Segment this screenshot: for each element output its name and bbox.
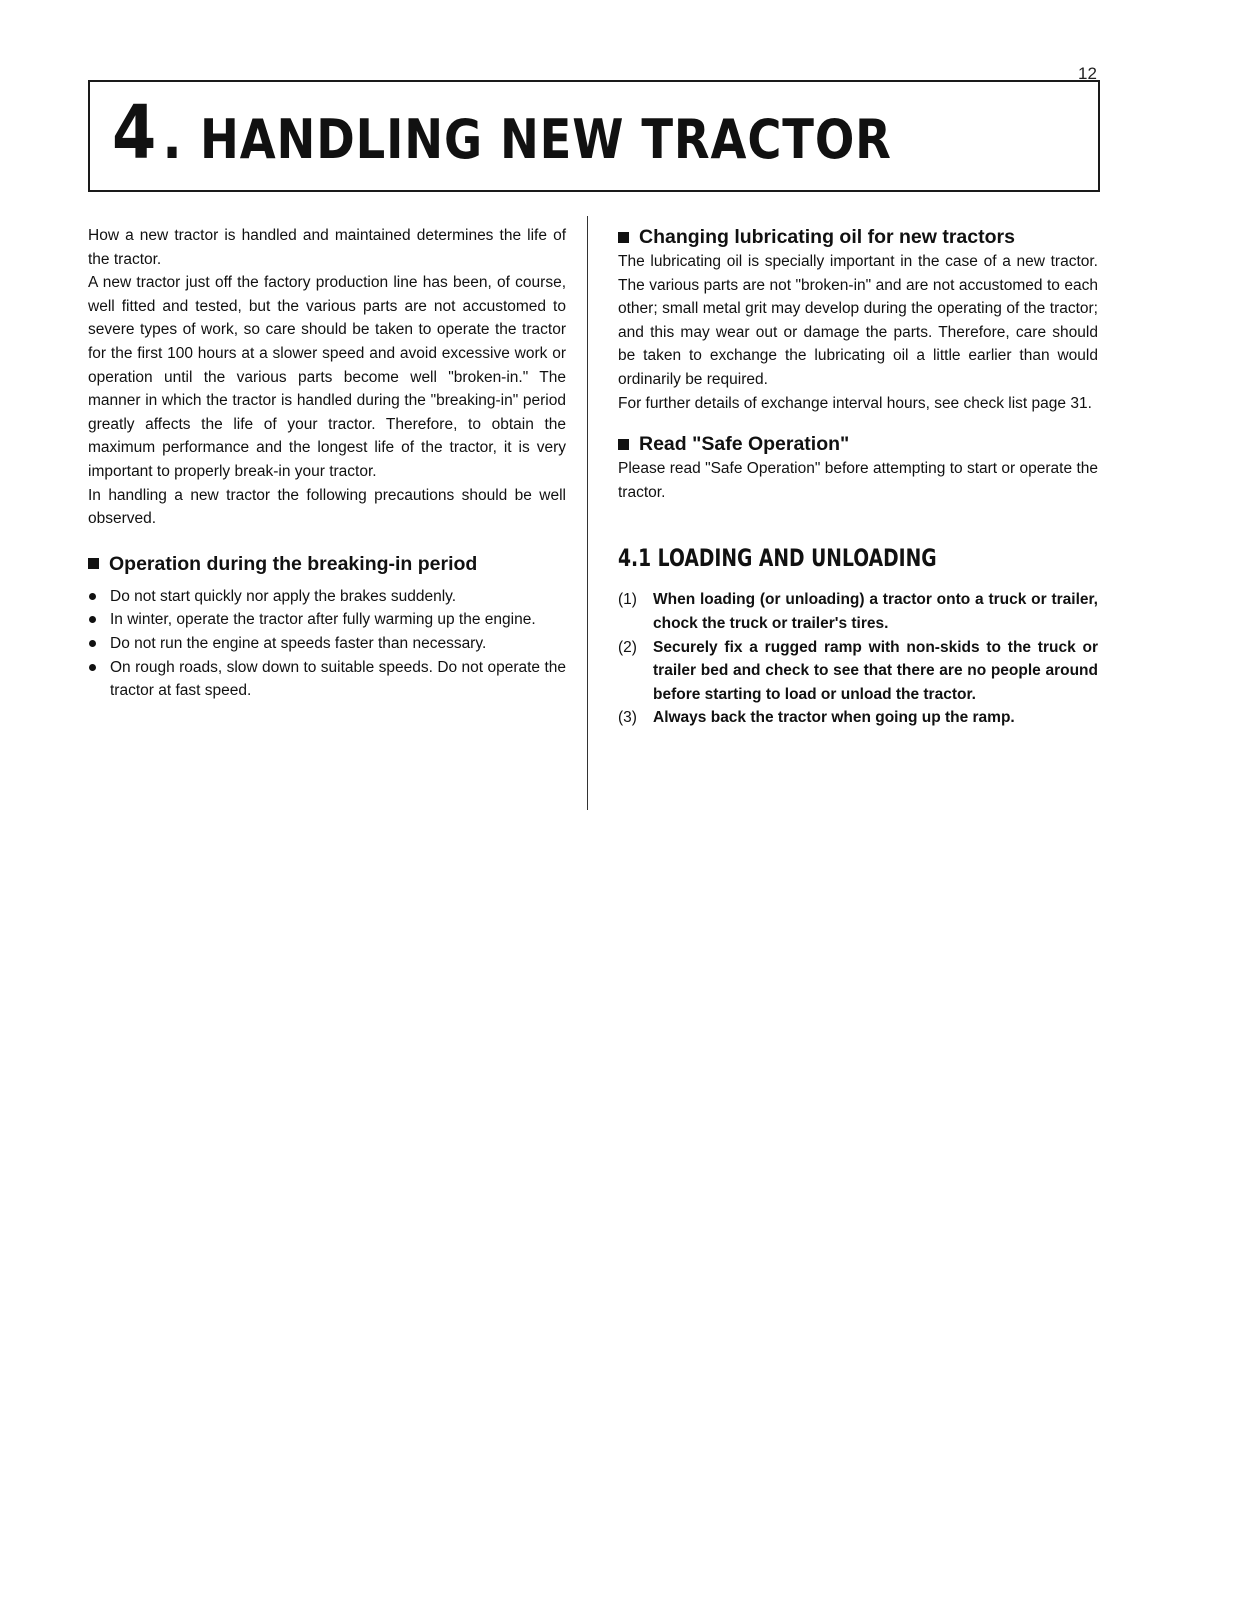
list-item-number: (3)	[618, 709, 637, 727]
breaking-in-list	[88, 585, 566, 703]
intro-paragraph-3: In handling a new tractor the following precautions should be well observed.	[88, 486, 566, 528]
oil-paragraph-1: The lubricating oil is specially important in the case of a new tractor. The various parts are not "broken-in" and are not accustomed to each other; small metal grit may develop during the operating of the tractor; and this may wear out or damage the parts. Therefore, care should be taken to exchange the lubricating oil a little earlier than would ordinarily be required.	[618, 253, 1098, 388]
list-item-number: (1)	[618, 591, 637, 609]
list-item-number: (2)	[618, 638, 637, 656]
list-item-text: When loading (or unloading) a tractor onto a truck or trailer, chock the truck or trailer's tires.	[653, 591, 1098, 632]
intro-paragraph-2: A new tractor just off the factory production line has been, of course, well fitted and tested, but the various parts are not accustomed to severe types of work, so care should be taken to operate the tractor for the first 100 hours at a slower speed and avoid excessive work or operation until the various parts become well "broken-in." The manner in which the tractor is handled during the "breaking-in" period greatly affects the life of your tractor. Therefore, to obtain the maximum performance and the longest life of the tractor, it is very important to properly break-in your tractor.	[88, 274, 566, 480]
oil-paragraph-2: For further details of exchange interval hours, see check list page 31.	[618, 394, 1092, 412]
list-item	[618, 706, 1098, 730]
safe-operation-paragraph: Please read "Safe Operation" before attempting to start or operate the tractor.	[618, 460, 1098, 501]
list-item: In winter, operate the tractor after fully warming up the engine.	[88, 608, 566, 632]
chapter-title-text: HANDLING NEW TRACTOR	[199, 108, 892, 171]
chapter-number: 4	[112, 90, 158, 176]
safe-operation-heading	[618, 431, 1098, 457]
oil-heading	[618, 224, 1098, 250]
list-item: Do not start quickly nor apply the brakes suddenly.	[88, 585, 566, 609]
chapter-title	[112, 90, 892, 176]
list-item	[618, 588, 1098, 635]
square-bullet-icon	[618, 439, 629, 450]
left-column	[88, 224, 566, 703]
loading-list	[618, 588, 1098, 730]
list-item-text: Always back the tractor when going up the ramp.	[653, 709, 1015, 727]
list-item-text: Securely fix a rugged ramp with non-skids to the truck or trailer bed and check to see that there are no people around before starting to load or unload the tractor.	[653, 638, 1098, 703]
right-column	[618, 224, 1098, 730]
breaking-in-heading-text: Operation during the breaking-in period	[109, 552, 478, 575]
breaking-in-heading	[88, 551, 566, 577]
safe-operation-heading-text: Read "Safe Operation"	[639, 433, 850, 456]
square-bullet-icon	[88, 558, 99, 569]
square-bullet-icon	[618, 232, 629, 243]
section-title: 4.1 LOADING AND UNLOADING	[618, 544, 937, 573]
chapter-number-dot: .	[162, 103, 183, 173]
list-item: Do not run the engine at speeds faster than necessary.	[88, 632, 566, 656]
column-divider	[587, 216, 588, 810]
list-item	[618, 636, 1098, 707]
oil-heading-text: Changing lubricating oil for new tractors	[639, 226, 1015, 248]
page-number: 12	[1078, 64, 1097, 83]
intro-paragraph-1: How a new tractor is handled and maintained determines the life of the tractor.	[88, 227, 566, 268]
list-item: On rough roads, slow down to suitable speeds. Do not operate the tractor at fast speed.	[88, 656, 566, 703]
